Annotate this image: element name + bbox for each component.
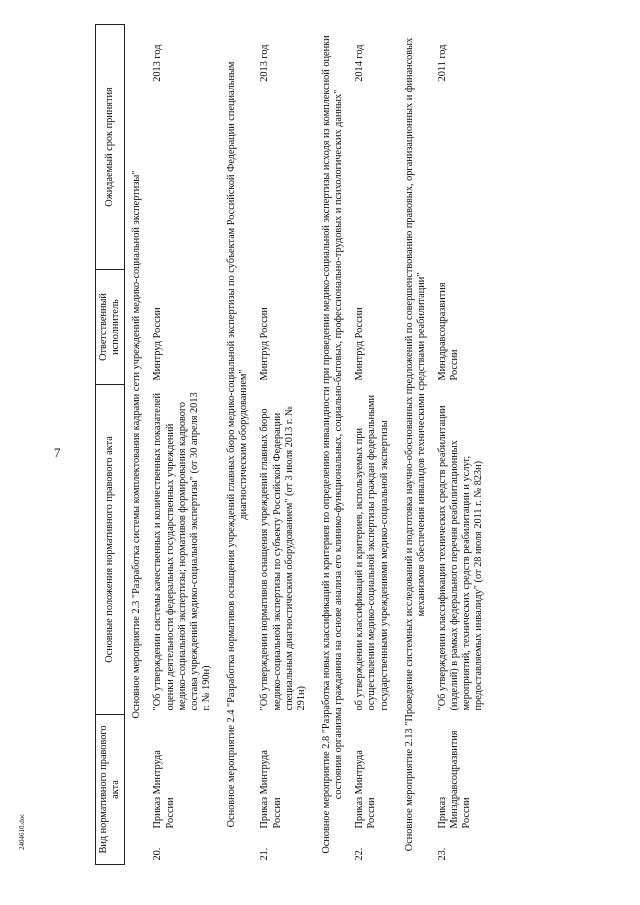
act-executor: Минздравсоцразвития России [436,282,461,381]
row-number: 22. [354,847,366,861]
table-row [256,25,315,865]
measure-title: Основное мероприятие 2.8 "Разработка новых классификаций и критериев по определению инвалидности при проведении медико-социальной экспертизы исходя из комплексной оценки состояния организма гражданина на основе анализа его клинико-функциональных, социально-бытовых, профессионально-трудовых и психологических данных" [320,35,345,854]
measure-title: Основное мероприятие 2.3 "Разработка системы комплектования кадрами сети учреждений медико-социальной экспертизы" [131,170,143,719]
regulatory-acts-table [95,24,493,865]
row-number: 21. [259,847,271,861]
row-number: 20. [152,847,164,861]
table-row [351,25,397,865]
header-kind: Вид нормативного правового акта [96,715,125,865]
rotated-table-container [95,25,565,865]
table-row [149,25,220,865]
act-executor: Минтруд России [354,307,366,381]
document-id: 2404610.doc [18,813,26,850]
table-header-row [96,25,125,865]
act-executor: Минтруд России [152,307,164,381]
act-kind: Приказ Минтруда России [152,750,176,829]
measure-title: Основное мероприятие 2.13 "Проведение системных исследований и подготовка научно-обоснованных предложений по совершенствованию правовых, организационных и финансовых механизмов обеспечения инвалидов техническими средствами реабилитации" [403,37,427,852]
measure-row [398,25,434,865]
table-row [434,25,493,865]
header-deadline: Ожидаемый срок принятия [96,25,125,270]
page-number: 7 [54,445,61,460]
act-deadline: 2014 год [354,44,366,82]
measure-row [315,25,351,865]
act-executor: Минтруд России [259,307,271,381]
measure-row [125,25,150,865]
act-kind: Приказ Минтруда России [259,750,283,829]
act-provisions: "Об утверждении системы качественных и количественных показателей оценки деятельности федеральных государственных учреждений медико-социальной экспертизы; нормативов формирования кадрового состава учреждений медико-социальной экспертизы" (от 30 апреля 2013 г. № 190н) [152,392,212,711]
row-number: 23. [436,847,448,861]
act-kind: Приказ Минздравсоцразвития России [436,730,473,829]
header-executor: Ответственный исполнитель [96,270,125,385]
act-deadline: 2013 год [259,44,271,82]
act-deadline: 2011 год [436,44,448,82]
act-provisions: "Об утверждении классификации технических средств реабилитации (изделий) в рамках федерального перечня реабилитационных мероприятий, технических средств реабилитации и услуг, предоставляемых инвалиду" (от 28 июля 2011 г. № 823н) [436,405,485,711]
measure-title: Основное мероприятие 2.4 "Разработка нормативов оснащения учреждений главных бюро медико-социальной экспертизы по субъектам Российской Федерации специальным диагностическим оборудованием" [226,61,250,828]
act-kind: Приказ Минтруда России [354,750,378,829]
act-provisions: об утверждении классификаций и критериев, используемых при осуществлении медико-социальной экспертизы граждан федеральными государственными учреждениями медико-социальной экспертизы [354,395,390,711]
act-deadline: 2013 год [152,44,164,82]
header-provisions: Основные положения нормативного правового акта [96,385,125,715]
measure-row [220,25,256,865]
act-provisions: "Об утверждении нормативов оснащения учреждений главных бюро медико-социальной экспертизы по субъекту Российской Федерации специальным диагностическим оборудованием" (от 3 июля 2013 г. № 291н) [259,406,307,711]
